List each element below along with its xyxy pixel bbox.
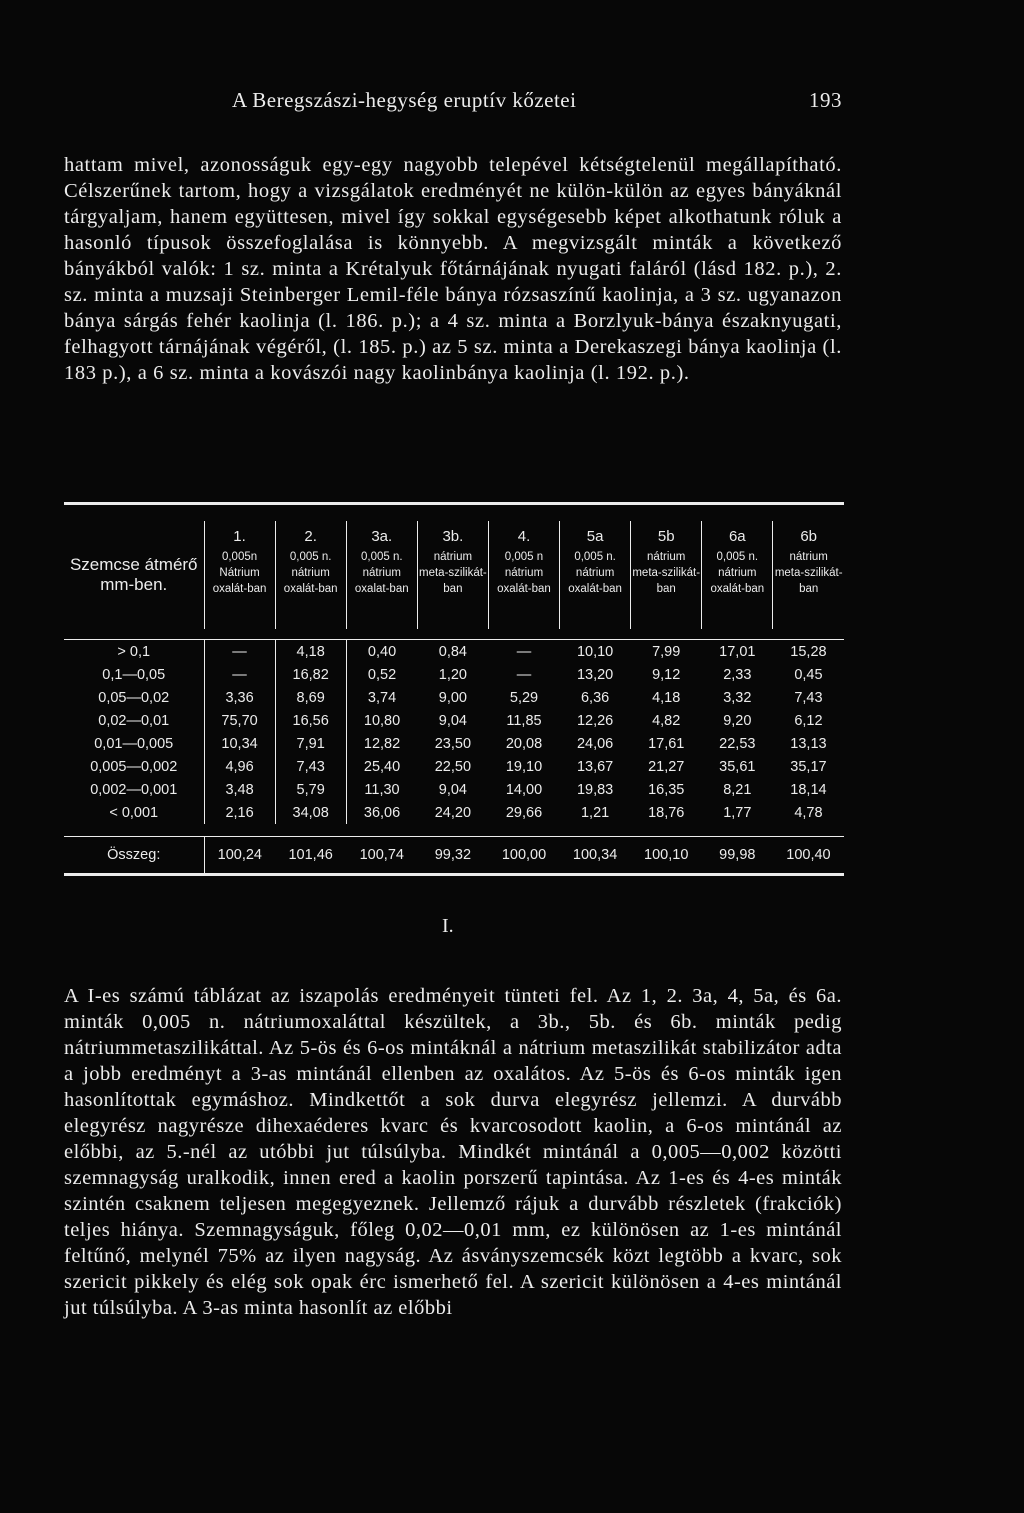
table-row xyxy=(64,640,844,664)
total-cell: 100,40 xyxy=(773,837,844,874)
table-cell: 12,82 xyxy=(346,732,417,755)
table-cell: 9,04 xyxy=(438,712,467,729)
column-number: 3a. xyxy=(346,521,417,545)
column-reagent: 0,005 n. nátrium oxalat-ban xyxy=(346,545,417,629)
table-cell: 4,18 xyxy=(275,640,346,664)
table-row xyxy=(64,778,844,801)
table xyxy=(64,521,844,873)
page-header xyxy=(232,88,842,118)
page-number: 193 xyxy=(809,88,842,112)
total-cell: 101,46 xyxy=(275,837,346,874)
grain-size-label: 0,1—0,05 xyxy=(102,666,166,683)
table-caption: I. xyxy=(442,915,454,937)
column-number: 4. xyxy=(488,521,559,545)
table-cell: 3,48 xyxy=(204,778,275,801)
total-cell: 99,98 xyxy=(702,837,773,874)
table-cell: 22,53 xyxy=(719,735,756,752)
table-cell: 10,10 xyxy=(576,643,614,660)
table-cell: 35,61 xyxy=(719,758,756,775)
table-cell: 0,40 xyxy=(346,640,417,664)
table-cell: 17,61 xyxy=(648,735,685,752)
table-cell: 35,17 xyxy=(790,758,827,775)
table-row xyxy=(64,801,844,824)
totals-label: Összeg: xyxy=(64,837,204,874)
column-reagent: nátrium meta-szilikát-ban xyxy=(631,545,702,629)
table-cell: 5,79 xyxy=(275,778,346,801)
column-reagent: 0,005 n. nátrium oxalát-ban xyxy=(560,545,631,629)
table-cell: 7,43 xyxy=(275,755,346,778)
table-cell: — xyxy=(516,666,532,683)
table-cell: 7,43 xyxy=(794,689,823,706)
table-cell: 10,80 xyxy=(346,709,417,732)
table-cell: 6,12 xyxy=(794,712,823,729)
table-cell: 7,99 xyxy=(652,643,681,660)
table-cell: 75,70 xyxy=(204,709,275,732)
table-cell: 25,40 xyxy=(346,755,417,778)
total-cell: 100,10 xyxy=(631,837,702,874)
column-reagent: 0,005 n. nátrium oxalát-ban xyxy=(702,545,773,629)
grain-size-label: 0,005—0,002 xyxy=(90,758,178,775)
grain-size-label: 0,05—0,02 xyxy=(98,689,170,706)
table-cell: 24,06 xyxy=(576,735,614,752)
column-reagent: 0,005n Nátrium oxalát-ban xyxy=(204,545,275,629)
table-cell: 7,91 xyxy=(275,732,346,755)
table-cell: 36,06 xyxy=(346,801,417,824)
total-cell: 100,74 xyxy=(346,837,417,874)
table-cell: 11,30 xyxy=(346,778,417,801)
column-reagent: 0,005 n nátrium oxalát-ban xyxy=(488,545,559,629)
table-row xyxy=(64,663,844,686)
column-reagent: 0,005 n. nátrium oxalát-ban xyxy=(275,545,346,629)
column-number: 3b. xyxy=(417,521,488,545)
column-number: 5b xyxy=(631,521,702,545)
table-cell: 29,66 xyxy=(505,804,543,821)
table-cell: 9,20 xyxy=(723,712,752,729)
column-number: 2. xyxy=(275,521,346,545)
table-cell: — xyxy=(516,643,532,660)
table-cell: 24,20 xyxy=(434,804,472,821)
table-cell: 11,85 xyxy=(506,712,542,729)
column-reagent: nátrium meta-szilikát-ban xyxy=(417,545,488,629)
table-cell: 10,34 xyxy=(204,732,275,755)
table-cell: 19,10 xyxy=(505,758,543,775)
table-cell: 4,78 xyxy=(794,804,823,821)
table-row xyxy=(64,709,844,732)
column-number: 6a xyxy=(702,521,773,545)
total-cell: 99,32 xyxy=(417,837,488,874)
total-cell: 100,34 xyxy=(560,837,631,874)
table-cell: 3,36 xyxy=(204,686,275,709)
table-cell: 1,21 xyxy=(580,804,610,821)
table-cell: 3,74 xyxy=(346,686,417,709)
table-cell: 1,77 xyxy=(723,804,752,821)
table-cell: 17,01 xyxy=(719,643,756,660)
row-header-label: Szemcse átmérő mm-ben. xyxy=(69,555,198,594)
column-number: 6b xyxy=(773,521,844,545)
table-cell: 20,08 xyxy=(505,735,543,752)
table-cell: 4,82 xyxy=(652,712,681,729)
table-cell: 4,96 xyxy=(204,755,275,778)
table-cell: 13,67 xyxy=(576,758,614,775)
table-cell: 16,82 xyxy=(275,663,346,686)
table-cell: — xyxy=(204,663,275,686)
table-cell: 22,50 xyxy=(434,758,472,775)
table-row xyxy=(64,755,844,778)
table-cell: 9,00 xyxy=(438,689,467,706)
grain-size-label: 0,01—0,005 xyxy=(94,735,174,752)
table-row xyxy=(64,732,844,755)
table-cell: 0,84 xyxy=(438,643,467,660)
totals-row xyxy=(64,837,844,874)
total-cell: 100,24 xyxy=(204,837,275,874)
table-cell: 0,45 xyxy=(794,666,823,683)
grain-size-table xyxy=(64,502,844,876)
grain-size-label: 0,02—0,01 xyxy=(98,712,170,729)
body-paragraph xyxy=(64,983,842,1321)
grain-size-label: > 0,1 xyxy=(117,643,151,660)
table-cell: 0,52 xyxy=(346,663,417,686)
table-cell: 19,83 xyxy=(576,781,614,798)
intro-text: hattam mivel, azonosságuk egy-egy nagyobb telepével kétségtelenül megállapítható. Célszerűnek tartom, hogy a vizsgálatok eredményét ne külön-külön az egyes bányáknál tárgyaljam, hanem együttesen, mivel így sokkal egységesebb képet alkothatunk róluk a hasonló típusok összefoglalása is könnyebb. A megvizsgált minták a következő bányákból valók: 1 sz. minta a Krétalyuk főtárnájának nyugati faláról (lásd 182. p.), 2. sz. minta a muzsaji Steinberger Lemil-féle bánya rózsaszínű kaolinja, a 3 sz. ugyanazon bánya sárgás fehér kaolinja (l. 186. p.); a 4 sz. minta a Borzlyuk-bánya északnyugati, felhagyott tárnájának végéről, (l. 185. p.) az 5 sz. minta a Derekaszegi bánya kaolinja (l. 183 p.), a 6 sz. minta a kovászói nagy kaolinbánya kaolinja (l. 192. p.). xyxy=(64,154,842,384)
table-cell: 9,12 xyxy=(652,666,681,683)
table-cell: 23,50 xyxy=(434,735,472,752)
body-text: A I-es számú táblázat az iszapolás eredményeit tünteti fel. Az 1, 2. 3a, 4, 5a, és 6a. minták 0,005 n. nátriumoxaláttal készültek, a 3b., 5b. és 6b. minták pedig nátriummetaszilikáttal. Az 5-ös és 6-os mintáknál a nátrium metaszilikát stabilizátor adta a jobb eredményt a 3-as mintánál ellenben az oxalátos. Az 5-ös és 6-os minták igen hasonlítottak egymáshoz. Mindkettőt a sok durva elegyrész jellemzi. A durvább elegyrész nagyrésze dihexaéderes kvarc és kvarcosodott kaolin, a 6-os mintánál az előbbi, az 5.-nél az utóbbi jut túlsúlyba. Mindkét mintánál a 0,005—0,002 közötti szemnagyság uralkodik, innen ered a kaolin porszerű tapintása. Az 1-es és 4-es minták szintén csaknem teljesen megegyeznek. Jellemző rájuk a durvább részletek (frakciók) teljes hiánya. Szemnagyságuk, főleg 0,02—0,01 mm, ez különösen az 1-es mintánál feltűnő, melynél 75% az ilyen nagyság. Az ásványszemcsék közt legtöbb a kvarc, sok szericit pikkely és elég sok opak érc ismerhető fel. A szericit különösen a 4-es mintánál jut túlsúlyba. A 3-as minta hasonlít az előbbi xyxy=(64,985,842,1319)
table-cell: 5,29 xyxy=(509,689,539,706)
grain-size-label: 0,002—0,001 xyxy=(90,781,178,798)
table-cell: 14,00 xyxy=(505,781,543,798)
grain-size-label: < 0,001 xyxy=(109,804,159,821)
total-cell: 100,00 xyxy=(488,837,559,874)
column-reagent: nátrium meta-szilikát-ban xyxy=(773,545,844,629)
table-cell: 3,32 xyxy=(723,689,752,706)
table-cell: 12,26 xyxy=(576,712,614,729)
table-cell: 2,33 xyxy=(723,666,752,683)
table-cell: — xyxy=(204,640,275,664)
table-cell: 9,04 xyxy=(438,781,467,798)
table-cell: 8,69 xyxy=(275,686,346,709)
table-cell: 4,18 xyxy=(652,689,681,706)
table-body xyxy=(64,640,844,825)
table-cell: 34,08 xyxy=(275,801,346,824)
table-cell: 6,36 xyxy=(580,689,610,706)
table-cell: 21,27 xyxy=(648,758,685,775)
table-cell: 1,20 xyxy=(438,666,467,683)
table-cell: 8,21 xyxy=(723,781,752,798)
table-cell: 13,20 xyxy=(576,666,614,683)
table-cell: 2,16 xyxy=(204,801,275,824)
table-cell: 16,35 xyxy=(648,781,685,798)
table-cell: 15,28 xyxy=(790,643,827,660)
table-cell: 16,56 xyxy=(275,709,346,732)
intro-paragraph xyxy=(64,152,842,386)
column-number: 5a xyxy=(560,521,631,545)
column-number: 1. xyxy=(204,521,275,545)
table-cell: 18,14 xyxy=(790,781,827,798)
running-title: A Beregszászi-hegység eruptív kőzetei xyxy=(232,88,577,112)
table-row xyxy=(64,686,844,709)
table-cell: 13,13 xyxy=(790,735,827,752)
table-cell: 18,76 xyxy=(648,804,685,821)
